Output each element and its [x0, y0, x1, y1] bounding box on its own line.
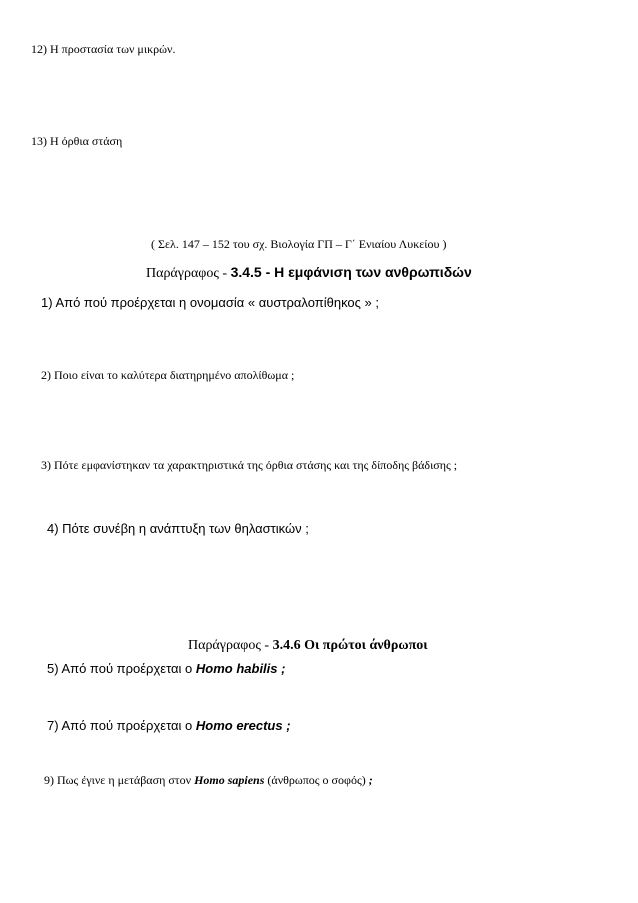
species-name: Homo habilis ; — [195, 661, 286, 676]
question-text: 7) Από πού προέρχεται ο — [47, 718, 196, 733]
question-13: 13) Η όρθια στάση — [31, 134, 123, 148]
species-name: Homo erectus ; — [195, 718, 291, 733]
section-title: 3.4.6 Οι πρώτοι άνθρωποι — [272, 638, 428, 653]
question-text-tail: (άνθρωπος ο σοφός) — [264, 773, 369, 787]
species-name: Homo sapiens — [194, 773, 265, 787]
question-mark: ; — [368, 773, 373, 787]
question-1: 1) Από πού προέρχεται η ονομασία « αυστραλοπίθηκος » ; — [41, 295, 379, 310]
question-4: 4) Πότε συνέβη η ανάπτυξη των θηλαστικών ; — [47, 521, 309, 536]
question-text: 9) Πως έγινε η μετάβαση στον — [44, 773, 195, 787]
section-heading-3-4-6 — [188, 636, 428, 654]
question-2: 2) Ποιο είναι το καλύτερα διατηρημένο απολίθωμα ; — [41, 368, 295, 382]
question-12: 12) Η προστασία των μικρών. — [31, 42, 176, 56]
question-7 — [47, 718, 291, 733]
section-title: 3.4.5 - Η εμφάνιση των ανθρωπιδών — [230, 264, 472, 280]
section-prefix: Παράγραφος - — [146, 266, 231, 281]
question-3: 3) Πότε εμφανίστηκαν τα χαρακτηριστικά της όρθια στάσης και της δίποδης βάδισης ; — [41, 458, 458, 472]
question-9 — [44, 773, 373, 788]
question-text: 5) Από πού προέρχεται ο — [47, 661, 196, 676]
section-prefix: Παράγραφος - — [188, 638, 273, 653]
source-reference: ( Σελ. 147 – 152 του σχ. Βιολογία ΓΠ – Γ΄ Ενιαίου Λυκείου ) — [151, 237, 447, 251]
section-heading-3-4-5 — [146, 264, 472, 282]
question-5 — [47, 661, 285, 676]
